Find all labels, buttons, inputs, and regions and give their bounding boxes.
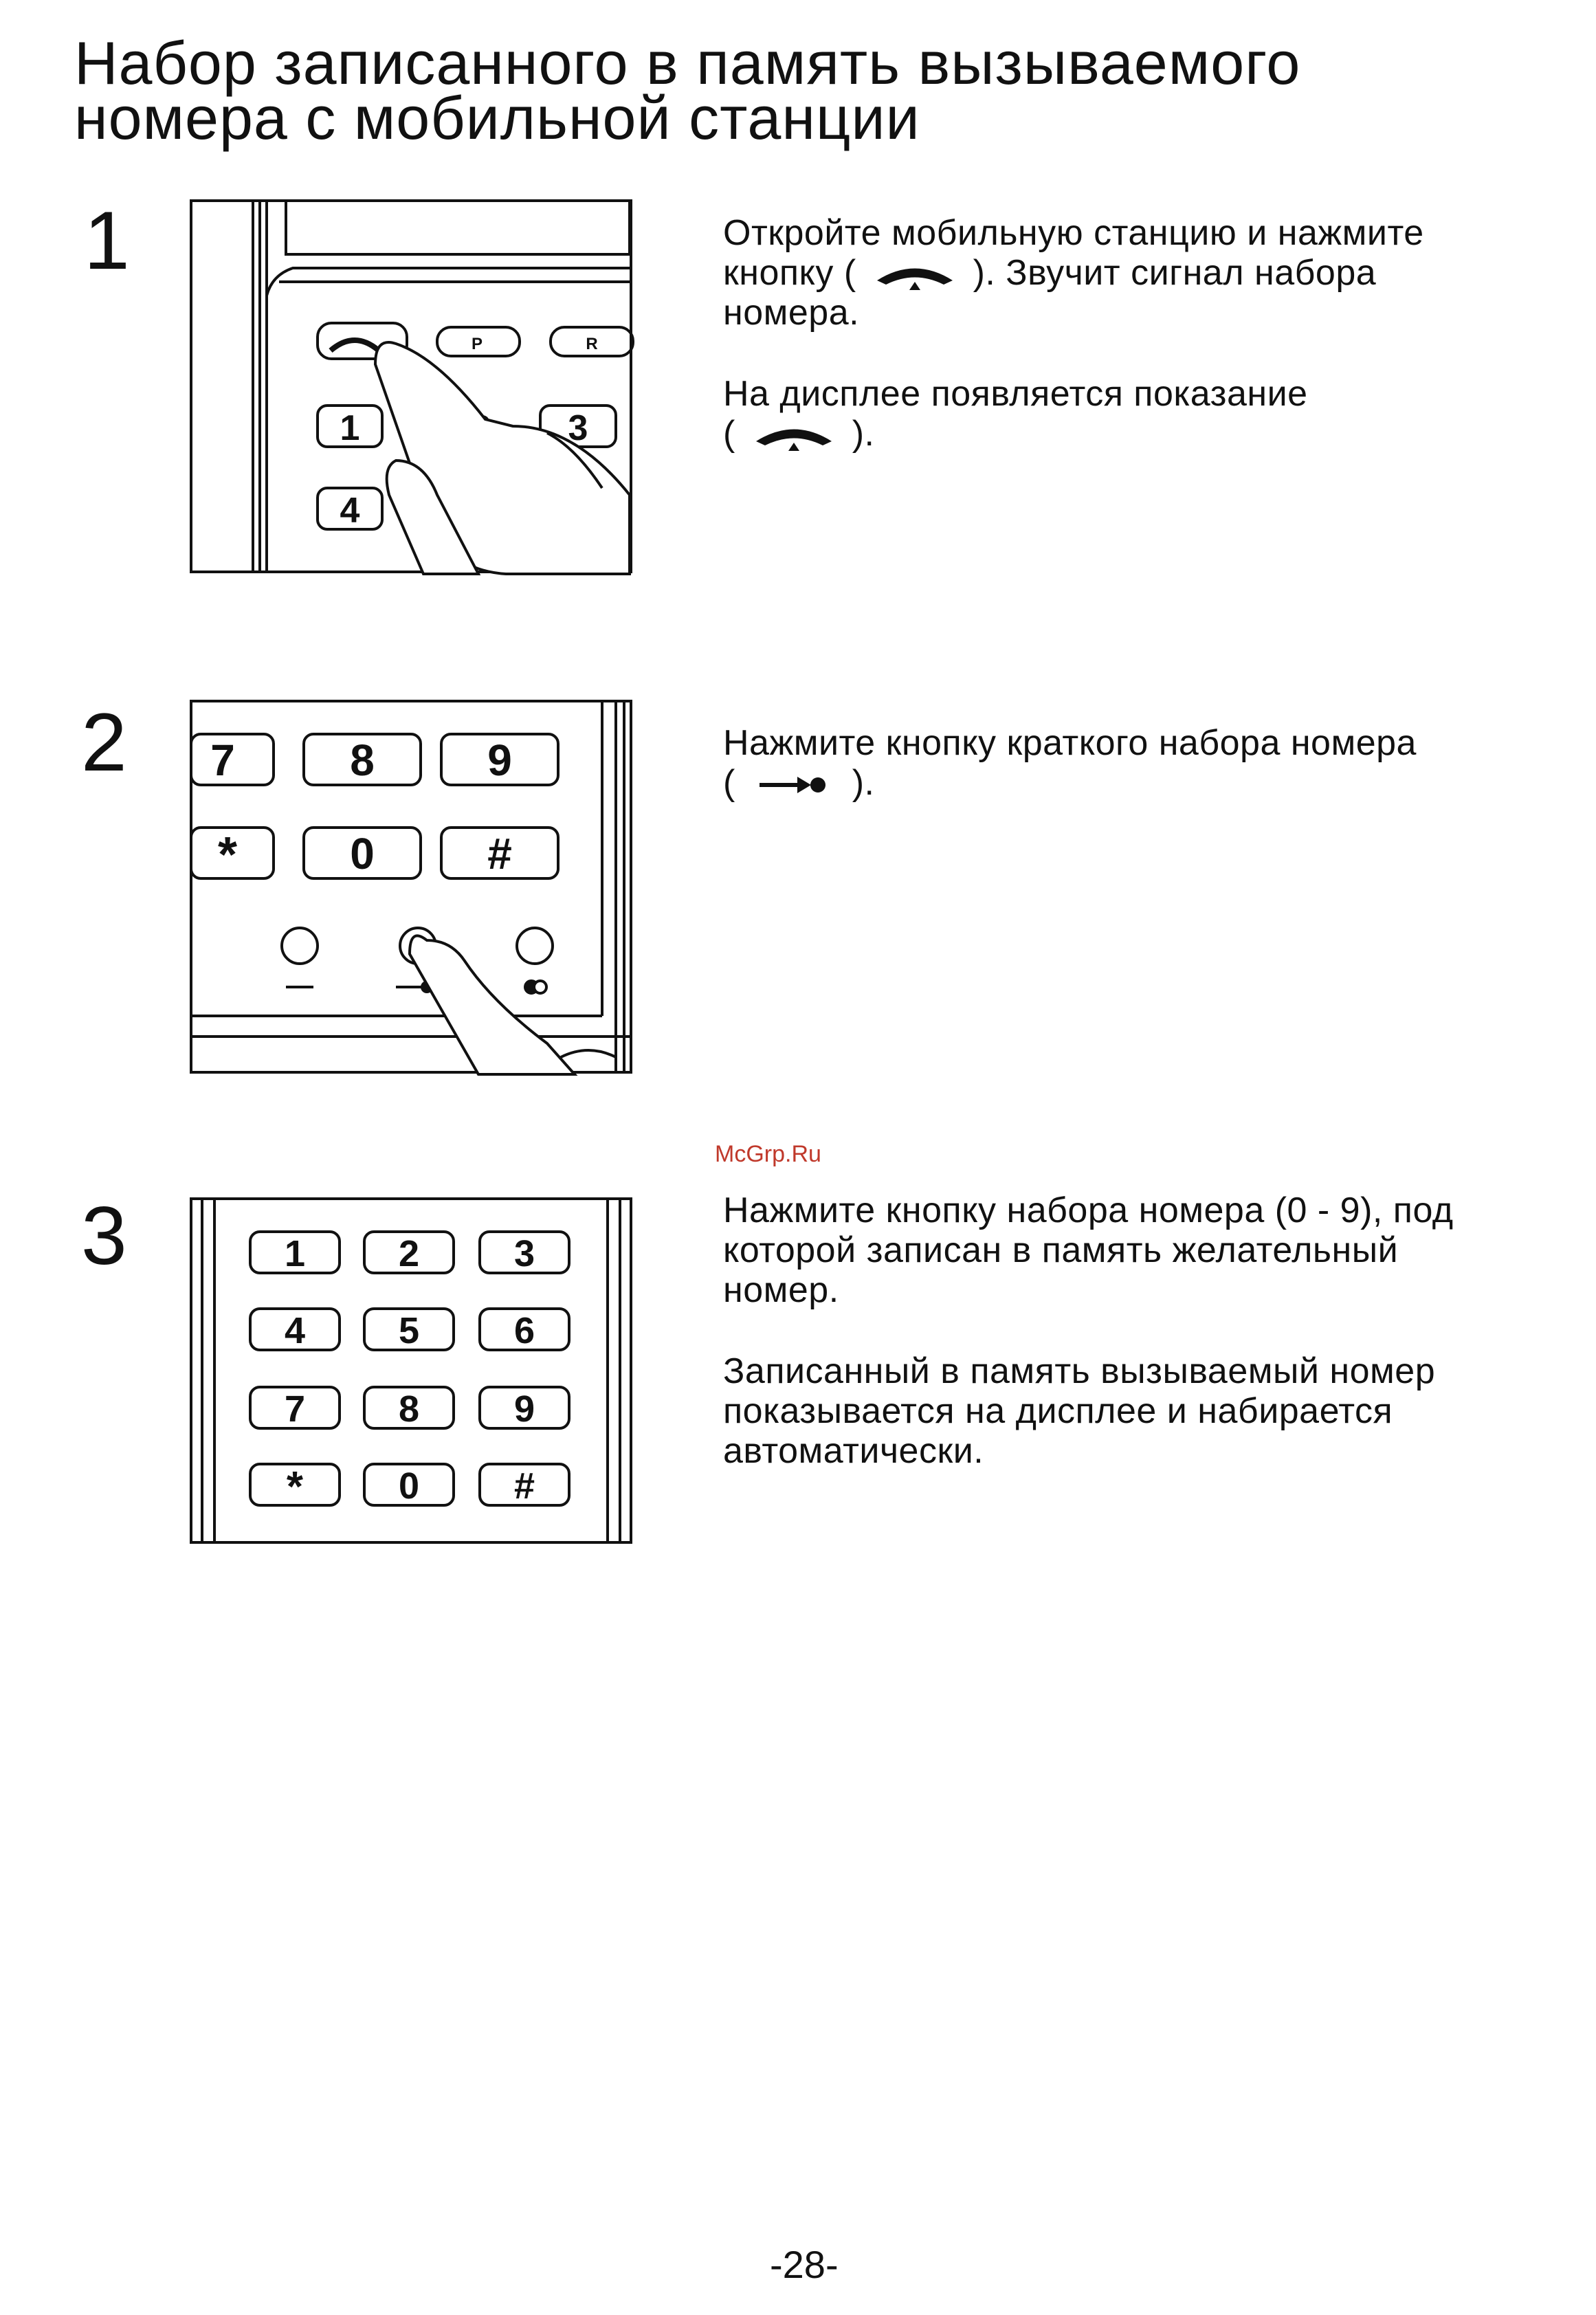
step-1-p2-line2b: ).	[852, 414, 875, 454]
step-number-2: 2	[81, 696, 127, 788]
key-3: 3	[513, 1233, 535, 1274]
step-3-paragraph-2	[723, 1351, 1569, 1471]
step-1-p1-line3: номера.	[723, 293, 860, 333]
step-1-illustration	[190, 199, 636, 577]
step-3-p2-line3: автоматически.	[723, 1431, 984, 1471]
step-2-text	[723, 723, 1548, 844]
key-star: *	[286, 1463, 304, 1511]
handset-display-icon	[746, 421, 842, 451]
step-3-p1-line2: которой записан в память желательный	[723, 1230, 1399, 1270]
step-1-p2-line2a: (	[723, 414, 735, 454]
step-number-1: 1	[84, 195, 130, 287]
step-3-paragraph-1	[723, 1190, 1569, 1310]
handset-icon	[867, 260, 963, 290]
key-0: 0	[398, 1465, 420, 1507]
step-2-paragraph-1	[723, 723, 1548, 803]
key-4: 4	[340, 491, 360, 531]
step-1-paragraph-1	[723, 213, 1548, 333]
step-2-p1-line1: Нажмите кнопку краткого набора номера	[723, 723, 1417, 763]
step-1-paragraph-2	[723, 374, 1548, 454]
step-1-p1-line2b: ). Звучит сигнал набора	[973, 253, 1377, 293]
step-1-p1-line2a: кнопку (	[723, 253, 856, 293]
key-4: 4	[284, 1310, 306, 1351]
step-1-text	[723, 213, 1548, 495]
step-1-p1-line1: Откройте мобильную станцию и нажмите	[723, 213, 1424, 253]
key-r: R	[586, 335, 598, 353]
key-5: 5	[398, 1310, 420, 1351]
step-3-p2-line2: показывается на дисплее и набирается	[723, 1391, 1393, 1431]
key-hash: #	[487, 829, 512, 878]
key-9: 9	[513, 1388, 535, 1430]
step-3-illustration	[190, 1197, 636, 1548]
key-hash: #	[513, 1465, 535, 1507]
step-3-p1-line1: Нажмите кнопку набора номера (0 - 9), под	[723, 1190, 1454, 1230]
step-2-p1-line2a: (	[723, 763, 735, 803]
key-8: 8	[398, 1388, 420, 1430]
step-3-p1-line3: номер.	[723, 1270, 839, 1310]
step-2-p1-line2b: ).	[852, 763, 875, 803]
key-1: 1	[284, 1233, 306, 1274]
key-star: *	[217, 828, 238, 883]
key-0: 0	[350, 829, 375, 878]
watermark: McGrp.Ru	[715, 1141, 821, 1167]
step-number-3: 3	[81, 1190, 127, 1282]
key-7: 7	[210, 735, 235, 785]
step-3-text	[723, 1190, 1569, 1512]
step-1-p2-line1: На дисплее появляется показание	[723, 374, 1308, 414]
page-title	[74, 29, 1518, 152]
page-number: -28-	[770, 2243, 839, 2286]
speed-dial-icon	[746, 770, 842, 800]
step-3-p2-line1: Записанный в память вызываемый номер	[723, 1351, 1436, 1391]
key-1: 1	[340, 408, 360, 448]
key-7: 7	[284, 1388, 306, 1430]
title-line-2: номера с мобильной станции	[74, 84, 920, 152]
key-p: P	[471, 335, 483, 353]
key-3: 3	[568, 408, 588, 448]
title-line-1: Набор записанного в память вызываемого	[74, 29, 1301, 97]
key-2: 2	[398, 1233, 420, 1274]
key-9: 9	[487, 735, 512, 785]
key-6: 6	[513, 1310, 535, 1351]
step-2-illustration	[190, 700, 636, 1078]
key-8: 8	[350, 735, 375, 785]
